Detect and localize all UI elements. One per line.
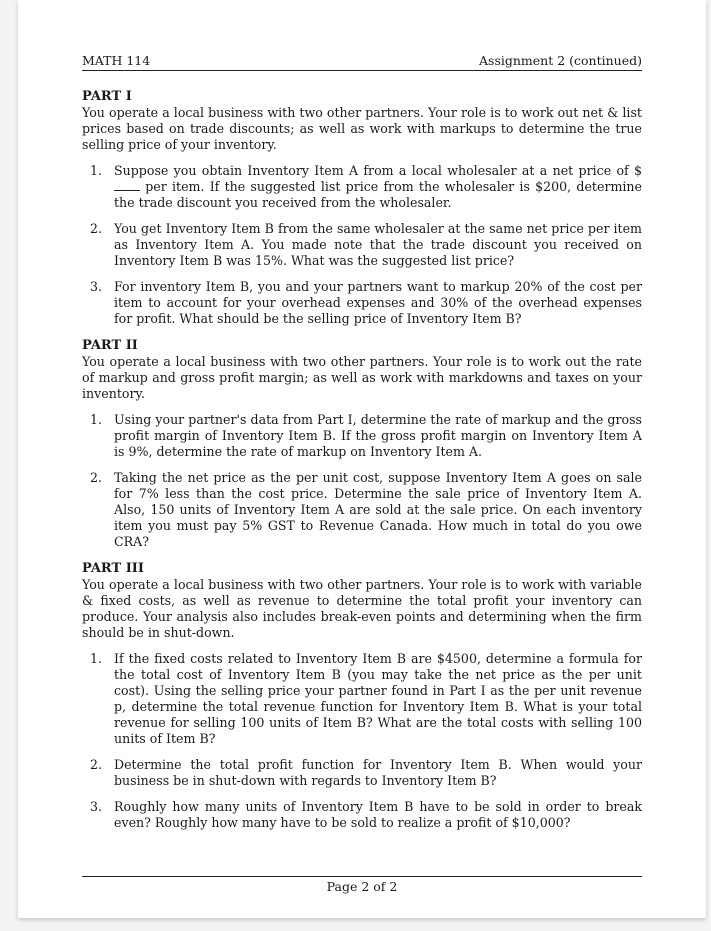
question-text: You get Inventory Item B from the same wholesaler at the same net price per item as Inventory Item A. You made note that the trade discount you received on Inventory Item B was 15%. What was the suggested list price? (114, 221, 642, 268)
question-item (90, 470, 642, 550)
part-2 (82, 337, 642, 550)
question-text: Roughly how many units of Inventory Item B have to be sold in order to break even? Roughly how many have to be sold to realize a profit of $10,000? (114, 799, 642, 830)
question-number: 1. (90, 163, 103, 178)
question-text-continued: per item. If the suggested list price from the wholesaler is $200, determine the trade discount you received from the wholesaler. (114, 179, 642, 210)
question-text: Using your partner's data from Part I, determine the rate of markup and the gross profit margin of Inventory Item B. If the gross profit margin on Inventory Item A is 9%, determine the rate of markup on Inventory Item A. (114, 412, 642, 459)
question-list (82, 412, 642, 550)
footer-divider (82, 876, 642, 877)
question-text: Suppose you obtain Inventory Item A from a local wholesaler at a net price of $ (114, 163, 642, 178)
question-text: Determine the total profit function for Inventory Item B. When would your business be in shut-down with regards to Inventory Item B? (114, 757, 642, 788)
part-3 (82, 560, 642, 831)
part-title: PART II (82, 338, 138, 353)
part-title: PART I (82, 89, 132, 104)
question-number: 1. (90, 651, 103, 666)
question-list (82, 163, 642, 327)
question-item (90, 651, 642, 747)
part-title: PART III (82, 561, 144, 576)
question-number: 3. (90, 279, 103, 294)
question-number: 1. (90, 412, 103, 427)
assignment-title: Assignment 2 (continued) (479, 53, 642, 68)
answer-blank (114, 180, 140, 191)
question-number: 2. (90, 470, 103, 485)
question-item (90, 412, 642, 460)
document-body (82, 88, 642, 841)
part-intro: You operate a local business with two other partners. Your role is to work out the rate of markup and gross profit margin; as well as work with markdowns and taxes on your inventory. (82, 354, 642, 401)
question-number: 2. (90, 757, 103, 772)
question-text: Taking the net price as the per unit cost, suppose Inventory Item A goes on sale for 7% less than the cost price. Determine the sale price of Inventory Item A. Also, 150 units of Inventory Item A are sold at the sale price. On each inventory item you must pay 5% GST to Revenue Canada. How much in total do you owe CRA? (114, 470, 642, 549)
question-text: For inventory Item B, you and your partners want to markup 20% of the cost per item to account for your overhead expenses and 30% of the overhead expenses for profit. What should be the selling price of Inventory Item B? (114, 279, 642, 326)
part-intro: You operate a local business with two other partners. Your role is to work out net & list prices based on trade discounts; as well as work with markups to determine the true selling price of your inventory. (82, 105, 642, 152)
page-number: Page 2 of 2 (326, 879, 398, 894)
question-number: 2. (90, 221, 103, 236)
question-text: If the fixed costs related to Inventory Item B are $4500, determine a formula for the total cost of Inventory Item B (you may take the net price as the per unit cost). Using the selling price your partner found in Part I as the per unit revenue p, determine the total revenue function for Inventory Item B. What is your total revenue for selling 100 units of Item B? What are the total costs with selling 100 units of Item B? (114, 651, 642, 746)
question-item (90, 799, 642, 831)
question-item (90, 163, 642, 211)
question-item (90, 279, 642, 327)
question-item (90, 221, 642, 269)
part-1 (82, 88, 642, 327)
course-code: MATH 114 (82, 53, 151, 68)
question-item (90, 757, 642, 789)
question-number: 3. (90, 799, 103, 814)
question-list (82, 651, 642, 831)
page-header (82, 53, 642, 71)
part-intro: You operate a local business with two other partners. Your role is to work with variable & fixed costs, as well as revenue to determine the total profit your inventory can produce. Your analysis also includes break-even points and determining when the firm should be in shut-down. (82, 577, 642, 640)
